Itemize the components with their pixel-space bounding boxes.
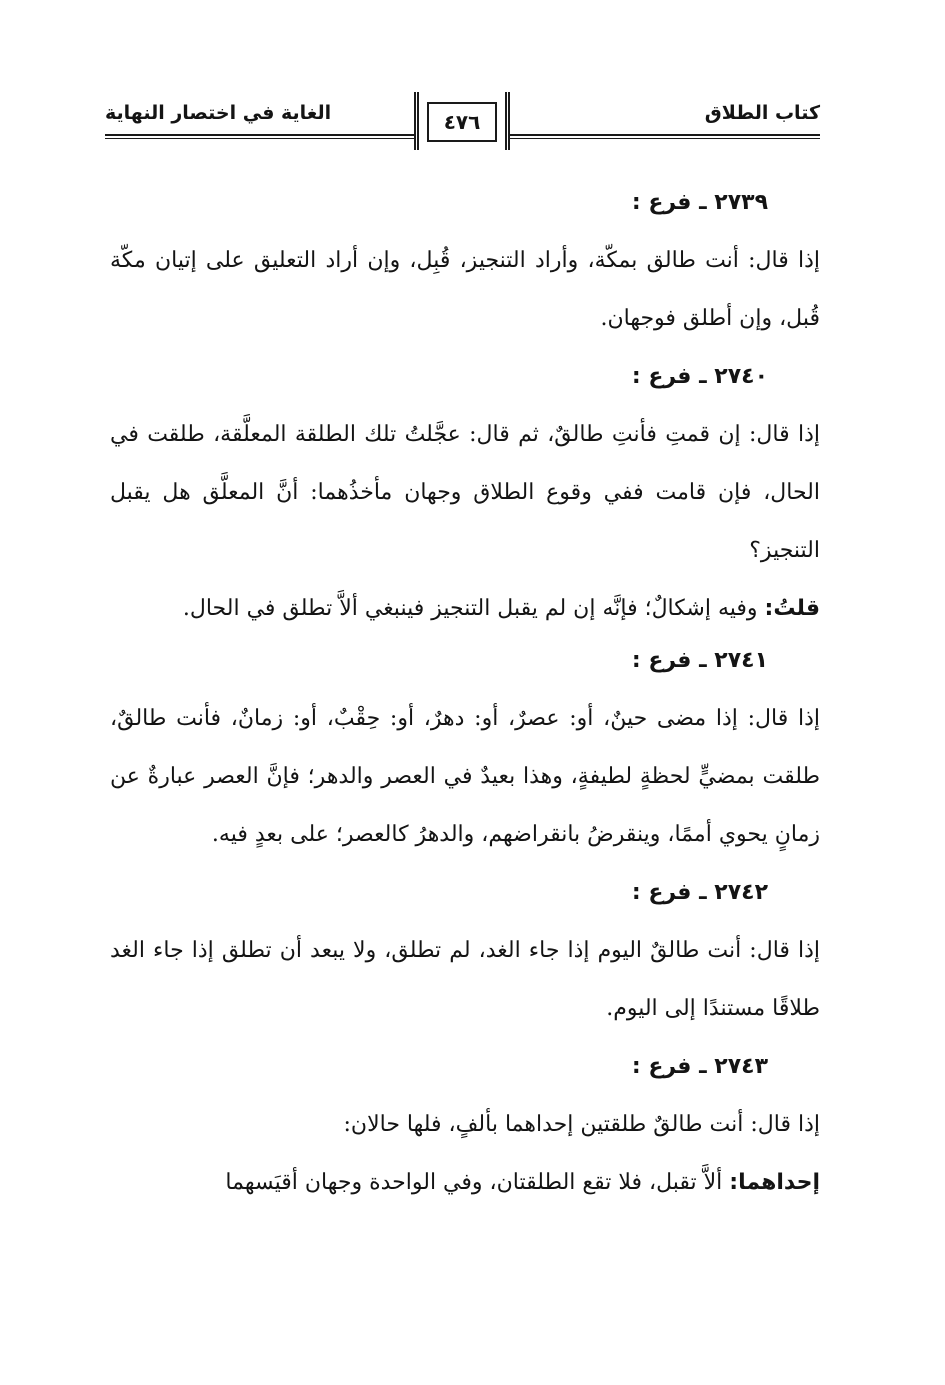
paragraph: إذا قال: أنت طالق بمكّة، وأراد التنجيز، قُبِل، وإن أراد التعليق على إتيان مكّة قُبل، وإن أطلق فوجهان. [110,248,820,331]
note-lead: قلتُ: [764,596,820,621]
page-number-frame [414,92,510,150]
note-text: ألاَّ تقبل، فلا تقع الطلقتان، وفي الواحدة وجهان أقيَسهما [225,1170,730,1195]
running-header [105,92,820,162]
chapter-title: كتاب الطلاق [704,102,820,124]
note-paragraph [110,580,820,638]
section-heading: ٢٧٤١ ـ فرع : [631,648,768,673]
note-paragraph [110,1154,820,1212]
body-text [110,180,820,1212]
paragraph: إذا قال: أنت طالقٌ طلقتين إحداهما بألفٍ، فلها حالان: [343,1112,820,1137]
section-heading: ٢٧٣٩ ـ فرع : [631,190,768,215]
book-title: الغاية في اختصار النهاية [105,102,332,124]
note-text: وفيه إشكالٌ؛ فإنَّه إن لم يقبل التنجيز فينبغي ألاَّ تطلق في الحال. [182,596,765,621]
section-heading: ٢٧٤٢ ـ فرع : [631,880,768,905]
section-heading: ٢٧٤٣ ـ فرع : [631,1054,768,1079]
section-heading: ٢٧٤٠ ـ فرع : [631,364,768,389]
page-number: ٤٧٦ [427,102,497,142]
paragraph: إذا قال: أنت طالقٌ اليوم إذا جاء الغد، لم تطلق، ولا يبعد أن تطلق إذا جاء الغد طلاقًا مستندًا إلى اليوم. [110,938,820,1021]
note-lead: إحداهما: [729,1170,820,1195]
paragraph: إذا قال: إذا مضى حينٌ، أو: عصرٌ، أو: دهرٌ، أو: حِقْبٌ، أو: زمانٌ، فأنت طالقٌ، طلقت بمضيٍّ لحظةٍ لطيفةٍ، وهذا بعيدٌ في العصر والدهر؛ فإنَّ العصر عبارةٌ عن زمانٍ يحوي أممًا، وينقرضُ بانقراضهم، والدهرُ كالعصر؛ على بعدٍ فيه. [110,706,820,847]
paragraph: إذا قال: إن قمتِ فأنتِ طالقٌ، ثم قال: عجَّلتُ تلك الطلقة المعلَّقة، طلقت في الحال، فإن قامت ففي وقوع الطلاق وجهان مأخذُهما: أنَّ المعلَّق هل يقبل التنجيز؟ [110,422,820,563]
